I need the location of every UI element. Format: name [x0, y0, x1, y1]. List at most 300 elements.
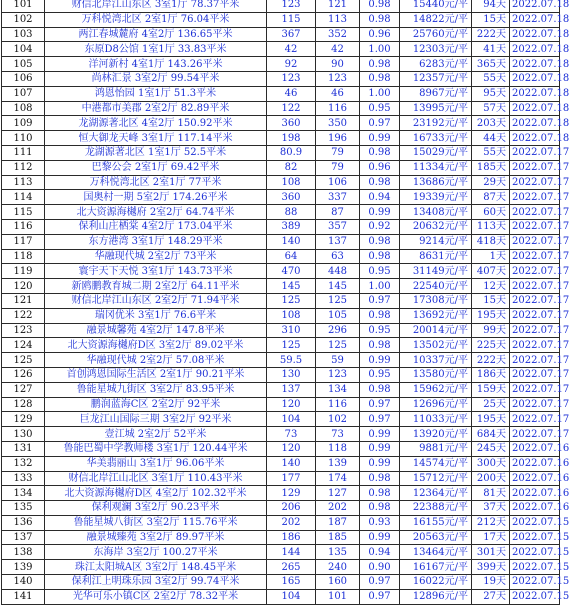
deal-price: 296 — [316, 323, 360, 338]
price-ratio: 0.97 — [360, 116, 400, 131]
table-row — [2, 545, 560, 560]
listing-description: 巴黎公会 2室1厅 69.42平米 — [45, 160, 267, 175]
days-on-market: 185天 — [472, 160, 510, 175]
listing-description: 北大资源海樾府 2室2厅 64.74平米 — [45, 205, 267, 220]
listing-description: 东方港湾 3室1厅 148.29平米 — [45, 234, 267, 249]
listing-description: 两江春城麓府 4室2厅 136.65平米 — [45, 27, 267, 42]
price-ratio: 0.92 — [360, 219, 400, 234]
table-row — [2, 501, 560, 516]
list-price: 120 — [267, 397, 316, 412]
list-price: 206 — [267, 501, 316, 516]
days-on-market: 1天 — [472, 249, 510, 264]
days-on-market: 27天 — [472, 589, 510, 604]
price-ratio: 0.98 — [360, 175, 400, 190]
deal-date: 2022.07.15 — [510, 530, 560, 545]
deal-date: 2022.07.17 — [510, 293, 560, 308]
unit-price: 15440元/平 — [400, 0, 472, 12]
unit-price: 9881元/平 — [400, 441, 472, 456]
row-number: 116 — [2, 219, 45, 234]
unit-price: 13686元/平 — [400, 175, 472, 190]
days-on-market: 418天 — [472, 234, 510, 249]
row-number: 134 — [2, 486, 45, 501]
table-row — [2, 575, 560, 590]
row-number: 123 — [2, 323, 45, 338]
table-row — [2, 589, 560, 604]
price-ratio: 0.99 — [360, 530, 400, 545]
row-number: 127 — [2, 382, 45, 397]
unit-price: 8631元/平 — [400, 249, 472, 264]
row-number: 122 — [2, 308, 45, 323]
deal-date: 2022.07.18 — [510, 116, 560, 131]
table-row — [2, 116, 560, 131]
days-on-market: 203天 — [472, 116, 510, 131]
table-row — [2, 293, 560, 308]
list-price: 123 — [267, 0, 316, 12]
deal-date: 2022.07.17 — [510, 308, 560, 323]
price-ratio: 0.94 — [360, 545, 400, 560]
table-row — [2, 219, 560, 234]
price-ratio: 0.98 — [360, 249, 400, 264]
listing-description: 鲁能巴蜀中学教师楼 3室1厅 120.44平米 — [45, 441, 267, 456]
row-number: 112 — [2, 160, 45, 175]
deal-price: 139 — [316, 456, 360, 471]
row-number: 137 — [2, 530, 45, 545]
deal-date: 2022.07.17 — [510, 234, 560, 249]
list-price: 145 — [267, 279, 316, 294]
unit-price: 11033元/平 — [400, 412, 472, 427]
days-on-market: 195天 — [472, 308, 510, 323]
listing-description: 万科悦湾北区 2室1厅 77平米 — [45, 175, 267, 190]
days-on-market: 95天 — [472, 86, 510, 101]
deal-price: 87 — [316, 205, 360, 220]
deal-price: 113 — [316, 12, 360, 27]
price-ratio: 0.98 — [360, 234, 400, 249]
table-row — [2, 515, 560, 530]
days-on-market: 300天 — [472, 456, 510, 471]
price-ratio: 0.97 — [360, 397, 400, 412]
deal-price: 63 — [316, 249, 360, 264]
days-on-market: 25天 — [472, 397, 510, 412]
deal-price: 240 — [316, 560, 360, 575]
table-row — [2, 338, 560, 353]
list-price: 73 — [267, 427, 316, 442]
price-ratio: 0.96 — [360, 27, 400, 42]
unit-price: 15962元/平 — [400, 382, 472, 397]
days-on-market: 212天 — [472, 515, 510, 530]
table-row — [2, 471, 560, 486]
table-row — [2, 101, 560, 116]
deal-price: 102 — [316, 412, 360, 427]
days-on-market: 222天 — [472, 27, 510, 42]
price-ratio: 1.00 — [360, 279, 400, 294]
days-on-market: 81天 — [472, 486, 510, 501]
listing-description: 财信北岸江山东区 3室1厅 78.37平米 — [45, 0, 267, 12]
list-price: 389 — [267, 219, 316, 234]
deal-date: 2022.07.15 — [510, 545, 560, 560]
table-row — [2, 234, 560, 249]
price-ratio: 0.98 — [360, 12, 400, 27]
deal-price: 59 — [316, 353, 360, 368]
list-price: 198 — [267, 131, 316, 146]
list-price: 92 — [267, 57, 316, 72]
days-on-market: 94天 — [472, 0, 510, 12]
deal-date: 2022.07.16 — [510, 456, 560, 471]
deal-date: 2022.07.18 — [510, 12, 560, 27]
unit-price: 17308元/平 — [400, 293, 472, 308]
price-ratio: 0.98 — [360, 145, 400, 160]
days-on-market: 195天 — [472, 412, 510, 427]
listing-description: 鲁能星城九街区 3室2厅 83.95平米 — [45, 382, 267, 397]
deal-price: 123 — [316, 71, 360, 86]
listing-description: 华美翡丽山 3室1厅 96.06平米 — [45, 456, 267, 471]
table-row — [2, 397, 560, 412]
list-price: 129 — [267, 486, 316, 501]
row-number: 125 — [2, 353, 45, 368]
price-ratio: 0.95 — [360, 101, 400, 116]
price-ratio: 0.98 — [360, 471, 400, 486]
deal-price: 116 — [316, 101, 360, 116]
row-number: 119 — [2, 264, 45, 279]
row-number: 126 — [2, 367, 45, 382]
deal-price: 79 — [316, 145, 360, 160]
unit-price: 15712元/平 — [400, 471, 472, 486]
list-price: 125 — [267, 293, 316, 308]
deal-price: 448 — [316, 264, 360, 279]
days-on-market: 113天 — [472, 219, 510, 234]
row-number: 124 — [2, 338, 45, 353]
price-ratio: 0.97 — [360, 412, 400, 427]
deal-price: 352 — [316, 27, 360, 42]
price-ratio: 0.97 — [360, 293, 400, 308]
row-number: 136 — [2, 515, 45, 530]
list-price: 80.9 — [267, 145, 316, 160]
price-ratio: 0.98 — [360, 382, 400, 397]
listing-description: 保利观澜 3室2厅 90.23平米 — [45, 501, 267, 516]
list-price: 120 — [267, 441, 316, 456]
deal-price: 160 — [316, 575, 360, 590]
row-number: 117 — [2, 234, 45, 249]
table-row — [2, 0, 560, 12]
price-ratio: 1.00 — [360, 86, 400, 101]
days-on-market: 55天 — [472, 71, 510, 86]
listing-description: 国奥村一期 5室2厅 174.26平米 — [45, 190, 267, 205]
list-price: 64 — [267, 249, 316, 264]
listing-description: 瑞冈优米 3室1厅 76.6平米 — [45, 308, 267, 323]
deal-date: 2022.07.17 — [510, 279, 560, 294]
days-on-market: 37天 — [472, 501, 510, 516]
table-row — [2, 308, 560, 323]
row-number: 102 — [2, 12, 45, 27]
row-number: 129 — [2, 412, 45, 427]
list-price: 367 — [267, 27, 316, 42]
deal-price: 106 — [316, 175, 360, 190]
listing-description: 巨龙江山国际三期 3室2厅 92平米 — [45, 412, 267, 427]
list-price: 42 — [267, 42, 316, 57]
row-number: 101 — [2, 0, 45, 12]
list-price: 104 — [267, 412, 316, 427]
days-on-market: 55天 — [472, 145, 510, 160]
unit-price: 23192元/平 — [400, 116, 472, 131]
listing-description: 首创鸿恩国际生活区 2室1厅 90.21平米 — [45, 367, 267, 382]
days-on-market: 19天 — [472, 575, 510, 590]
deal-price: 105 — [316, 308, 360, 323]
deal-date: 2022.07.15 — [510, 589, 560, 604]
days-on-market: 15天 — [472, 293, 510, 308]
deal-price: 116 — [316, 397, 360, 412]
days-on-market: 29天 — [472, 175, 510, 190]
list-price: 130 — [267, 367, 316, 382]
price-ratio: 0.98 — [360, 308, 400, 323]
days-on-market: 301天 — [472, 545, 510, 560]
row-number: 107 — [2, 86, 45, 101]
list-price: 46 — [267, 86, 316, 101]
list-price: 140 — [267, 456, 316, 471]
days-on-market: 17天 — [472, 530, 510, 545]
table-row — [2, 145, 560, 160]
table-row — [2, 131, 560, 146]
deal-price: 357 — [316, 219, 360, 234]
table-row — [2, 382, 560, 397]
row-number: 135 — [2, 501, 45, 516]
unit-price: 16733元/平 — [400, 131, 472, 146]
days-on-market: 41天 — [472, 42, 510, 57]
unit-price: 20563元/平 — [400, 530, 472, 545]
price-ratio: 0.97 — [360, 575, 400, 590]
price-ratio: 0.99 — [360, 427, 400, 442]
table-row — [2, 353, 560, 368]
unit-price: 22388元/平 — [400, 501, 472, 516]
days-on-market: 186天 — [472, 367, 510, 382]
list-price: 59.5 — [267, 353, 316, 368]
listing-description: 壹江城 2室2厅 52平米 — [45, 427, 267, 442]
list-price: 88 — [267, 205, 316, 220]
table-row — [2, 441, 560, 456]
listing-description: 寰宇天下天悦 3室1厅 143.73平米 — [45, 264, 267, 279]
listing-description: 恒大御龙天峰 3室1厅 117.14平米 — [45, 131, 267, 146]
table-row — [2, 42, 560, 57]
unit-price: 13464元/平 — [400, 545, 472, 560]
deal-date: 2022.07.17 — [510, 219, 560, 234]
listing-description: 龙湖源著北区 1室1厅 52.5平米 — [45, 145, 267, 160]
listing-description: 保利江上明珠乐园 3室2厅 99.74平米 — [45, 575, 267, 590]
table-row — [2, 427, 560, 442]
deal-date: 2022.07.16 — [510, 501, 560, 516]
deal-price: 125 — [316, 338, 360, 353]
row-number: 130 — [2, 427, 45, 442]
listing-description: 北大资源海樾府D区 4室2厅 102.32平米 — [45, 486, 267, 501]
list-price: 140 — [267, 234, 316, 249]
row-number: 115 — [2, 205, 45, 220]
deal-date: 2022.07.17 — [510, 175, 560, 190]
unit-price: 9214元/平 — [400, 234, 472, 249]
deal-price: 118 — [316, 441, 360, 456]
deal-date: 2022.07.18 — [510, 86, 560, 101]
unit-price: 14574元/平 — [400, 456, 472, 471]
row-number: 138 — [2, 545, 45, 560]
row-number: 104 — [2, 42, 45, 57]
list-price: 360 — [267, 116, 316, 131]
unit-price: 13408元/平 — [400, 205, 472, 220]
deal-date: 2022.07.16 — [510, 441, 560, 456]
deal-date: 2022.07.17 — [510, 427, 560, 442]
table-row — [2, 530, 560, 545]
listing-description: 尚林汇景 3室2厅 99.54平米 — [45, 71, 267, 86]
days-on-market: 245天 — [472, 441, 510, 456]
table-row — [2, 12, 560, 27]
listing-description: 华融现代城 2室2厅 57.08平米 — [45, 353, 267, 368]
list-price: 165 — [267, 575, 316, 590]
table-row — [2, 323, 560, 338]
unit-price: 15029元/平 — [400, 145, 472, 160]
table-row — [2, 27, 560, 42]
days-on-market: 407天 — [472, 264, 510, 279]
price-ratio: 0.95 — [360, 367, 400, 382]
price-ratio: 1.00 — [360, 42, 400, 57]
row-number: 114 — [2, 190, 45, 205]
price-ratio: 0.90 — [360, 560, 400, 575]
days-on-market: 159天 — [472, 382, 510, 397]
deal-date: 2022.07.17 — [510, 323, 560, 338]
deal-price: 196 — [316, 131, 360, 146]
deal-date: 2022.07.17 — [510, 160, 560, 175]
deal-price: 350 — [316, 116, 360, 131]
list-price: 310 — [267, 323, 316, 338]
days-on-market: 365天 — [472, 57, 510, 72]
days-on-market: 60天 — [472, 205, 510, 220]
listing-description: 珠江太阳城A区 3室2厅 148.45平米 — [45, 560, 267, 575]
price-ratio: 0.99 — [360, 456, 400, 471]
unit-price: 10337元/平 — [400, 353, 472, 368]
price-ratio: 0.99 — [360, 131, 400, 146]
row-number: 140 — [2, 575, 45, 590]
listing-description: 融景城馨苑 4室2厅 147.8平米 — [45, 323, 267, 338]
listing-description: 鹏润蓝海C区 2室2厅 92平米 — [45, 397, 267, 412]
deal-price: 174 — [316, 471, 360, 486]
days-on-market: 222天 — [472, 353, 510, 368]
unit-price: 13692元/平 — [400, 308, 472, 323]
deal-price: 101 — [316, 589, 360, 604]
list-price: 202 — [267, 515, 316, 530]
list-price: 108 — [267, 175, 316, 190]
row-number: 141 — [2, 589, 45, 604]
unit-price: 12357元/平 — [400, 71, 472, 86]
days-on-market: 15天 — [472, 12, 510, 27]
row-number: 131 — [2, 441, 45, 456]
price-ratio: 0.93 — [360, 515, 400, 530]
deal-price: 42 — [316, 42, 360, 57]
unit-price: 13995元/平 — [400, 101, 472, 116]
list-price: 123 — [267, 71, 316, 86]
list-price: 82 — [267, 160, 316, 175]
table-row — [2, 205, 560, 220]
list-price: 360 — [267, 190, 316, 205]
price-ratio: 0.95 — [360, 323, 400, 338]
deal-date: 2022.07.17 — [510, 205, 560, 220]
price-ratio: 0.95 — [360, 264, 400, 279]
deal-price: 73 — [316, 427, 360, 442]
table-row — [2, 57, 560, 72]
deal-price: 185 — [316, 530, 360, 545]
list-price: 104 — [267, 589, 316, 604]
unit-price: 19339元/平 — [400, 190, 472, 205]
listing-description: 北大资源海樾府D区 3室2厅 89.02平米 — [45, 338, 267, 353]
deal-date: 2022.07.16 — [510, 486, 560, 501]
listing-description: 华融现代城 2室2厅 73平米 — [45, 249, 267, 264]
price-ratio: 0.98 — [360, 0, 400, 12]
table-row — [2, 175, 560, 190]
list-price: 265 — [267, 560, 316, 575]
unit-price: 12896元/平 — [400, 589, 472, 604]
deal-date: 2022.07.17 — [510, 249, 560, 264]
table-row — [2, 249, 560, 264]
table-row — [2, 560, 560, 575]
unit-price: 12696元/平 — [400, 397, 472, 412]
deal-price: 145 — [316, 279, 360, 294]
deal-date: 2022.07.17 — [510, 412, 560, 427]
unit-price: 16022元/平 — [400, 575, 472, 590]
deal-price: 202 — [316, 501, 360, 516]
deal-date: 2022.07.18 — [510, 101, 560, 116]
row-number: 105 — [2, 57, 45, 72]
unit-price: 16167元/平 — [400, 560, 472, 575]
deal-price: 79 — [316, 160, 360, 175]
price-ratio: 0.99 — [360, 353, 400, 368]
days-on-market: 200天 — [472, 471, 510, 486]
table-row — [2, 71, 560, 86]
row-number: 106 — [2, 71, 45, 86]
unit-price: 31149元/平 — [400, 264, 472, 279]
deal-price: 121 — [316, 0, 360, 12]
deal-price: 46 — [316, 86, 360, 101]
days-on-market: 99天 — [472, 323, 510, 338]
price-ratio: 0.98 — [360, 338, 400, 353]
listing-description: 光华可乐小镇C区 2室2厅 78.32平米 — [45, 589, 267, 604]
deal-date: 2022.07.17 — [510, 382, 560, 397]
unit-price: 25760元/平 — [400, 27, 472, 42]
row-number: 111 — [2, 145, 45, 160]
list-price: 177 — [267, 471, 316, 486]
deal-date: 2022.07.17 — [510, 190, 560, 205]
list-price: 186 — [267, 530, 316, 545]
deal-date: 2022.07.18 — [510, 0, 560, 12]
list-price: 137 — [267, 382, 316, 397]
deal-date: 2022.07.17 — [510, 264, 560, 279]
listing-description: 洋河新村 4室1厅 143.26平米 — [45, 57, 267, 72]
deal-date: 2022.07.18 — [510, 131, 560, 146]
deal-date: 2022.07.18 — [510, 27, 560, 42]
unit-price: 11334元/平 — [400, 160, 472, 175]
unit-price: 12364元/平 — [400, 486, 472, 501]
price-ratio: 0.99 — [360, 205, 400, 220]
deal-price: 187 — [316, 515, 360, 530]
listing-description: 融景城臻苑 3室2厅 89.97平米 — [45, 530, 267, 545]
deal-price: 127 — [316, 486, 360, 501]
listing-description: 鲁能星城八街区 3室2厅 115.76平米 — [45, 515, 267, 530]
deal-price: 123 — [316, 367, 360, 382]
unit-price: 13502元/平 — [400, 338, 472, 353]
row-number: 110 — [2, 131, 45, 146]
list-price: 144 — [267, 545, 316, 560]
row-number: 113 — [2, 175, 45, 190]
list-price: 108 — [267, 308, 316, 323]
listing-description: 财信北岸江山东区 2室2厅 71.94平米 — [45, 293, 267, 308]
listing-description: 中港都市美郡 2室2厅 82.89平米 — [45, 101, 267, 116]
row-number: 132 — [2, 456, 45, 471]
days-on-market: 399天 — [472, 560, 510, 575]
listing-description: 鸿恩怡园 1室1厅 51.3平米 — [45, 86, 267, 101]
deal-date: 2022.07.15 — [510, 515, 560, 530]
deal-date: 2022.07.15 — [510, 575, 560, 590]
